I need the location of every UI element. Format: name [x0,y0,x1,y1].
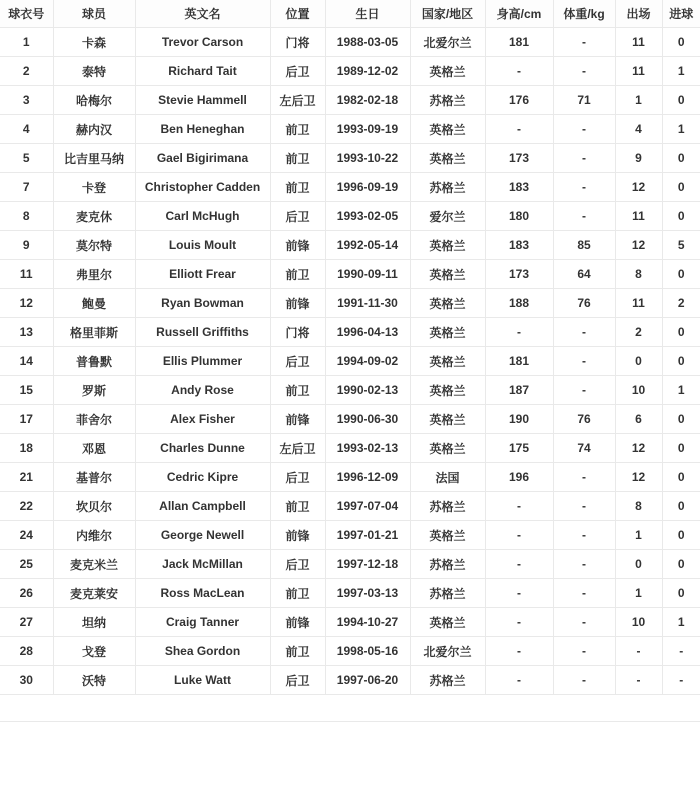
table-cell: 1982-02-18 [325,86,410,115]
table-cell: 1991-11-30 [325,289,410,318]
column-header-6: 身高/cm [485,0,553,28]
table-cell: 1990-09-11 [325,260,410,289]
table-cell: - [553,28,615,57]
table-cell: George Newell [135,521,270,550]
table-cell: 后卫 [270,550,325,579]
table-cell: - [553,115,615,144]
table-cell: 麦克莱安 [53,579,135,608]
table-cell: 3 [0,86,53,115]
table-cell: 卡登 [53,173,135,202]
table-cell: 183 [485,173,553,202]
table-cell: 173 [485,144,553,173]
table-cell: 苏格兰 [410,173,485,202]
table-cell: 0 [662,405,700,434]
table-cell: 12 [615,463,662,492]
table-cell: 0 [662,434,700,463]
table-cell: 10 [615,608,662,637]
table-cell: 11 [615,28,662,57]
table-cell: Alex Fisher [135,405,270,434]
table-cell: 鲍曼 [53,289,135,318]
table-cell: 麦克休 [53,202,135,231]
header-row [0,0,700,28]
table-cell: 前锋 [270,405,325,434]
table-cell: - [553,376,615,405]
table-cell: Ben Heneghan [135,115,270,144]
table-cell: - [485,608,553,637]
table-cell: 英格兰 [410,115,485,144]
table-cell: 前锋 [270,231,325,260]
table-row [0,521,700,550]
table-cell: - [553,637,615,666]
table-cell: 0 [662,318,700,347]
table-row [0,347,700,376]
table-cell: 苏格兰 [410,666,485,695]
table-cell: 基普尔 [53,463,135,492]
table-cell: 1997-01-21 [325,521,410,550]
table-cell: 12 [0,289,53,318]
table-cell: Allan Campbell [135,492,270,521]
table-cell: 坎贝尔 [53,492,135,521]
table-cell: 1997-03-13 [325,579,410,608]
table-cell: 0 [662,492,700,521]
table-cell: 沃特 [53,666,135,695]
table-cell: 1998-05-16 [325,637,410,666]
table-footer-strip [0,695,700,722]
table-cell: Ross MacLean [135,579,270,608]
table-cell: 24 [0,521,53,550]
table-cell: Ryan Bowman [135,289,270,318]
table-cell: 190 [485,405,553,434]
table-row [0,376,700,405]
table-cell: 1 [662,115,700,144]
table-cell: 0 [662,86,700,115]
table-cell: 1993-10-22 [325,144,410,173]
table-cell: 1 [662,57,700,86]
table-cell: 12 [615,434,662,463]
table-cell: - [615,666,662,695]
table-cell: 0 [662,347,700,376]
table-cell: 28 [0,637,53,666]
table-cell: 18 [0,434,53,463]
table-cell: 1 [662,608,700,637]
table-cell: - [553,521,615,550]
table-cell: Carl McHugh [135,202,270,231]
table-cell: 1993-09-19 [325,115,410,144]
table-cell: 后卫 [270,666,325,695]
table-row [0,666,700,695]
table-cell: - [485,550,553,579]
table-cell: - [485,579,553,608]
table-cell: 1988-03-05 [325,28,410,57]
table-cell: 泰特 [53,57,135,86]
table-cell: 8 [0,202,53,231]
table-row [0,57,700,86]
table-cell: - [485,521,553,550]
table-cell: 22 [0,492,53,521]
table-cell: 赫内汉 [53,115,135,144]
table-cell: - [553,173,615,202]
table-cell: 邓恩 [53,434,135,463]
table-cell: 1997-06-20 [325,666,410,695]
table-row [0,289,700,318]
table-row [0,231,700,260]
table-cell: 21 [0,463,53,492]
table-cell: 英格兰 [410,608,485,637]
table-cell: 英格兰 [410,144,485,173]
table-cell: 71 [553,86,615,115]
table-cell: 前卫 [270,637,325,666]
table-cell: 4 [0,115,53,144]
table-cell: 1997-07-04 [325,492,410,521]
table-cell: 英格兰 [410,57,485,86]
table-cell: 0 [615,347,662,376]
table-cell: 5 [662,231,700,260]
table-cell: 0 [662,173,700,202]
table-cell: - [553,579,615,608]
table-cell: 0 [662,579,700,608]
table-cell: 0 [662,144,700,173]
table-row [0,144,700,173]
table-cell: 2 [615,318,662,347]
table-cell: Charles Dunne [135,434,270,463]
table-row [0,318,700,347]
table-cell: 17 [0,405,53,434]
table-cell: 前卫 [270,173,325,202]
table-cell: 26 [0,579,53,608]
table-cell: 英格兰 [410,260,485,289]
table-cell: 北爱尔兰 [410,637,485,666]
table-row [0,637,700,666]
table-cell: - [485,57,553,86]
column-header-3: 位置 [270,0,325,28]
table-cell: Jack McMillan [135,550,270,579]
table-cell: 前卫 [270,376,325,405]
table-row [0,115,700,144]
column-header-7: 体重/kg [553,0,615,28]
table-cell: 哈梅尔 [53,86,135,115]
table-cell: 格里菲斯 [53,318,135,347]
table-cell: 0 [662,28,700,57]
table-cell: 196 [485,463,553,492]
table-cell: - [553,463,615,492]
table-cell: 27 [0,608,53,637]
table-cell: Shea Gordon [135,637,270,666]
column-header-0: 球衣号 [0,0,53,28]
table-cell: 1992-05-14 [325,231,410,260]
table-row [0,28,700,57]
table-cell: 0 [662,463,700,492]
table-row [0,550,700,579]
table-cell: Cedric Kipre [135,463,270,492]
table-cell: 后卫 [270,57,325,86]
table-cell: - [485,492,553,521]
column-header-9: 进球 [662,0,700,28]
table-cell: 74 [553,434,615,463]
table-cell: 0 [662,202,700,231]
table-cell: - [553,550,615,579]
table-cell: 180 [485,202,553,231]
table-cell: 1996-09-19 [325,173,410,202]
table-cell: 前锋 [270,608,325,637]
table-cell: 门将 [270,318,325,347]
table-cell: Russell Griffiths [135,318,270,347]
table-cell: 2 [0,57,53,86]
table-cell: - [615,637,662,666]
table-cell: Gael Bigirimana [135,144,270,173]
table-cell: 176 [485,86,553,115]
table-cell: 英格兰 [410,318,485,347]
table-cell: 1994-10-27 [325,608,410,637]
table-cell: 1997-12-18 [325,550,410,579]
table-body [0,28,700,695]
table-cell: 12 [615,231,662,260]
table-cell: 前卫 [270,492,325,521]
table-cell: 0 [615,550,662,579]
table-row [0,86,700,115]
table-cell: - [553,144,615,173]
table-cell: 1990-06-30 [325,405,410,434]
column-header-2: 英文名 [135,0,270,28]
table-row [0,405,700,434]
table-cell: 1 [0,28,53,57]
table-row [0,579,700,608]
table-cell: 英格兰 [410,434,485,463]
table-cell: 左后卫 [270,434,325,463]
table-cell: 1 [615,521,662,550]
table-cell: 30 [0,666,53,695]
table-cell: Christopher Cadden [135,173,270,202]
table-cell: 英格兰 [410,231,485,260]
table-row [0,463,700,492]
table-cell: 北爱尔兰 [410,28,485,57]
table-row [0,202,700,231]
table-cell: Andy Rose [135,376,270,405]
table-cell: 1993-02-13 [325,434,410,463]
table-cell: 后卫 [270,463,325,492]
table-cell: 爱尔兰 [410,202,485,231]
table-cell: 8 [615,260,662,289]
table-cell: - [485,318,553,347]
table-cell: 前锋 [270,521,325,550]
table-cell: - [553,318,615,347]
column-header-1: 球员 [53,0,135,28]
table-row [0,492,700,521]
table-cell: 苏格兰 [410,86,485,115]
table-cell: 13 [0,318,53,347]
table-cell: 1989-12-02 [325,57,410,86]
table-cell: - [553,666,615,695]
table-cell: Trevor Carson [135,28,270,57]
column-header-5: 国家/地区 [410,0,485,28]
table-cell: 英格兰 [410,347,485,376]
table-row [0,434,700,463]
table-cell: 11 [615,202,662,231]
table-cell: 比吉里马纳 [53,144,135,173]
table-cell: 1993-02-05 [325,202,410,231]
table-cell: 前卫 [270,579,325,608]
table-cell: 64 [553,260,615,289]
table-cell: - [553,608,615,637]
table-cell: 0 [662,260,700,289]
table-row [0,260,700,289]
table-cell: 内维尔 [53,521,135,550]
table-cell: - [485,115,553,144]
table-cell: 普鲁默 [53,347,135,376]
table-cell: - [485,637,553,666]
table-cell: - [553,57,615,86]
table-cell: Louis Moult [135,231,270,260]
table-cell: 0 [662,550,700,579]
table-cell: 1 [615,86,662,115]
table-cell: 25 [0,550,53,579]
column-header-8: 出场 [615,0,662,28]
table-cell: - [662,637,700,666]
table-cell: 181 [485,347,553,376]
table-cell: 英格兰 [410,376,485,405]
table-cell: 183 [485,231,553,260]
table-cell: 11 [615,289,662,318]
table-cell: 莫尔特 [53,231,135,260]
table-cell: Luke Watt [135,666,270,695]
table-cell: 英格兰 [410,289,485,318]
table-cell: 前卫 [270,260,325,289]
table-cell: 法国 [410,463,485,492]
table-cell: 英格兰 [410,521,485,550]
table-cell: 1996-12-09 [325,463,410,492]
table-cell: 10 [615,376,662,405]
table-cell: 菲舍尔 [53,405,135,434]
table-cell: 1 [615,579,662,608]
table-cell: 11 [0,260,53,289]
table-cell: Craig Tanner [135,608,270,637]
table-cell: 麦克米兰 [53,550,135,579]
table-cell: - [553,202,615,231]
table-cell: 苏格兰 [410,492,485,521]
table-cell: 1994-09-02 [325,347,410,376]
table-cell: 14 [0,347,53,376]
table-cell: 前卫 [270,144,325,173]
table-cell: 戈登 [53,637,135,666]
table-cell: 1 [662,376,700,405]
table-cell: - [485,666,553,695]
table-cell: 76 [553,405,615,434]
table-cell: 2 [662,289,700,318]
table-cell: 7 [0,173,53,202]
table-cell: 后卫 [270,202,325,231]
table-cell: 罗斯 [53,376,135,405]
table-cell: Richard Tait [135,57,270,86]
table-cell: 弗里尔 [53,260,135,289]
table-cell: 11 [615,57,662,86]
table-row [0,173,700,202]
table-cell: 英格兰 [410,405,485,434]
table-cell: 187 [485,376,553,405]
table-cell: 173 [485,260,553,289]
table-cell: 188 [485,289,553,318]
table-cell: 6 [615,405,662,434]
table-cell: 175 [485,434,553,463]
table-cell: - [553,492,615,521]
table-cell: 卡森 [53,28,135,57]
table-cell: 前卫 [270,115,325,144]
table-row [0,608,700,637]
table-cell: 4 [615,115,662,144]
table-cell: 苏格兰 [410,550,485,579]
table-cell: 12 [615,173,662,202]
table-cell: Stevie Hammell [135,86,270,115]
table-cell: 181 [485,28,553,57]
table-cell: 76 [553,289,615,318]
table-cell: 前锋 [270,289,325,318]
table-cell: 后卫 [270,347,325,376]
table-cell: Ellis Plummer [135,347,270,376]
table-cell: 8 [615,492,662,521]
column-header-4: 生日 [325,0,410,28]
table-cell: 5 [0,144,53,173]
table-cell: 85 [553,231,615,260]
table-header [0,0,700,28]
table-cell: 门将 [270,28,325,57]
table-cell: 1996-04-13 [325,318,410,347]
table-cell: 9 [615,144,662,173]
table-cell: Elliott Frear [135,260,270,289]
table-cell: - [553,347,615,376]
table-cell: 1990-02-13 [325,376,410,405]
table-cell: 15 [0,376,53,405]
table-cell: 0 [662,521,700,550]
table-cell: 苏格兰 [410,579,485,608]
table-cell: 坦纳 [53,608,135,637]
table-cell: 9 [0,231,53,260]
table-cell: 左后卫 [270,86,325,115]
table-cell: - [662,666,700,695]
